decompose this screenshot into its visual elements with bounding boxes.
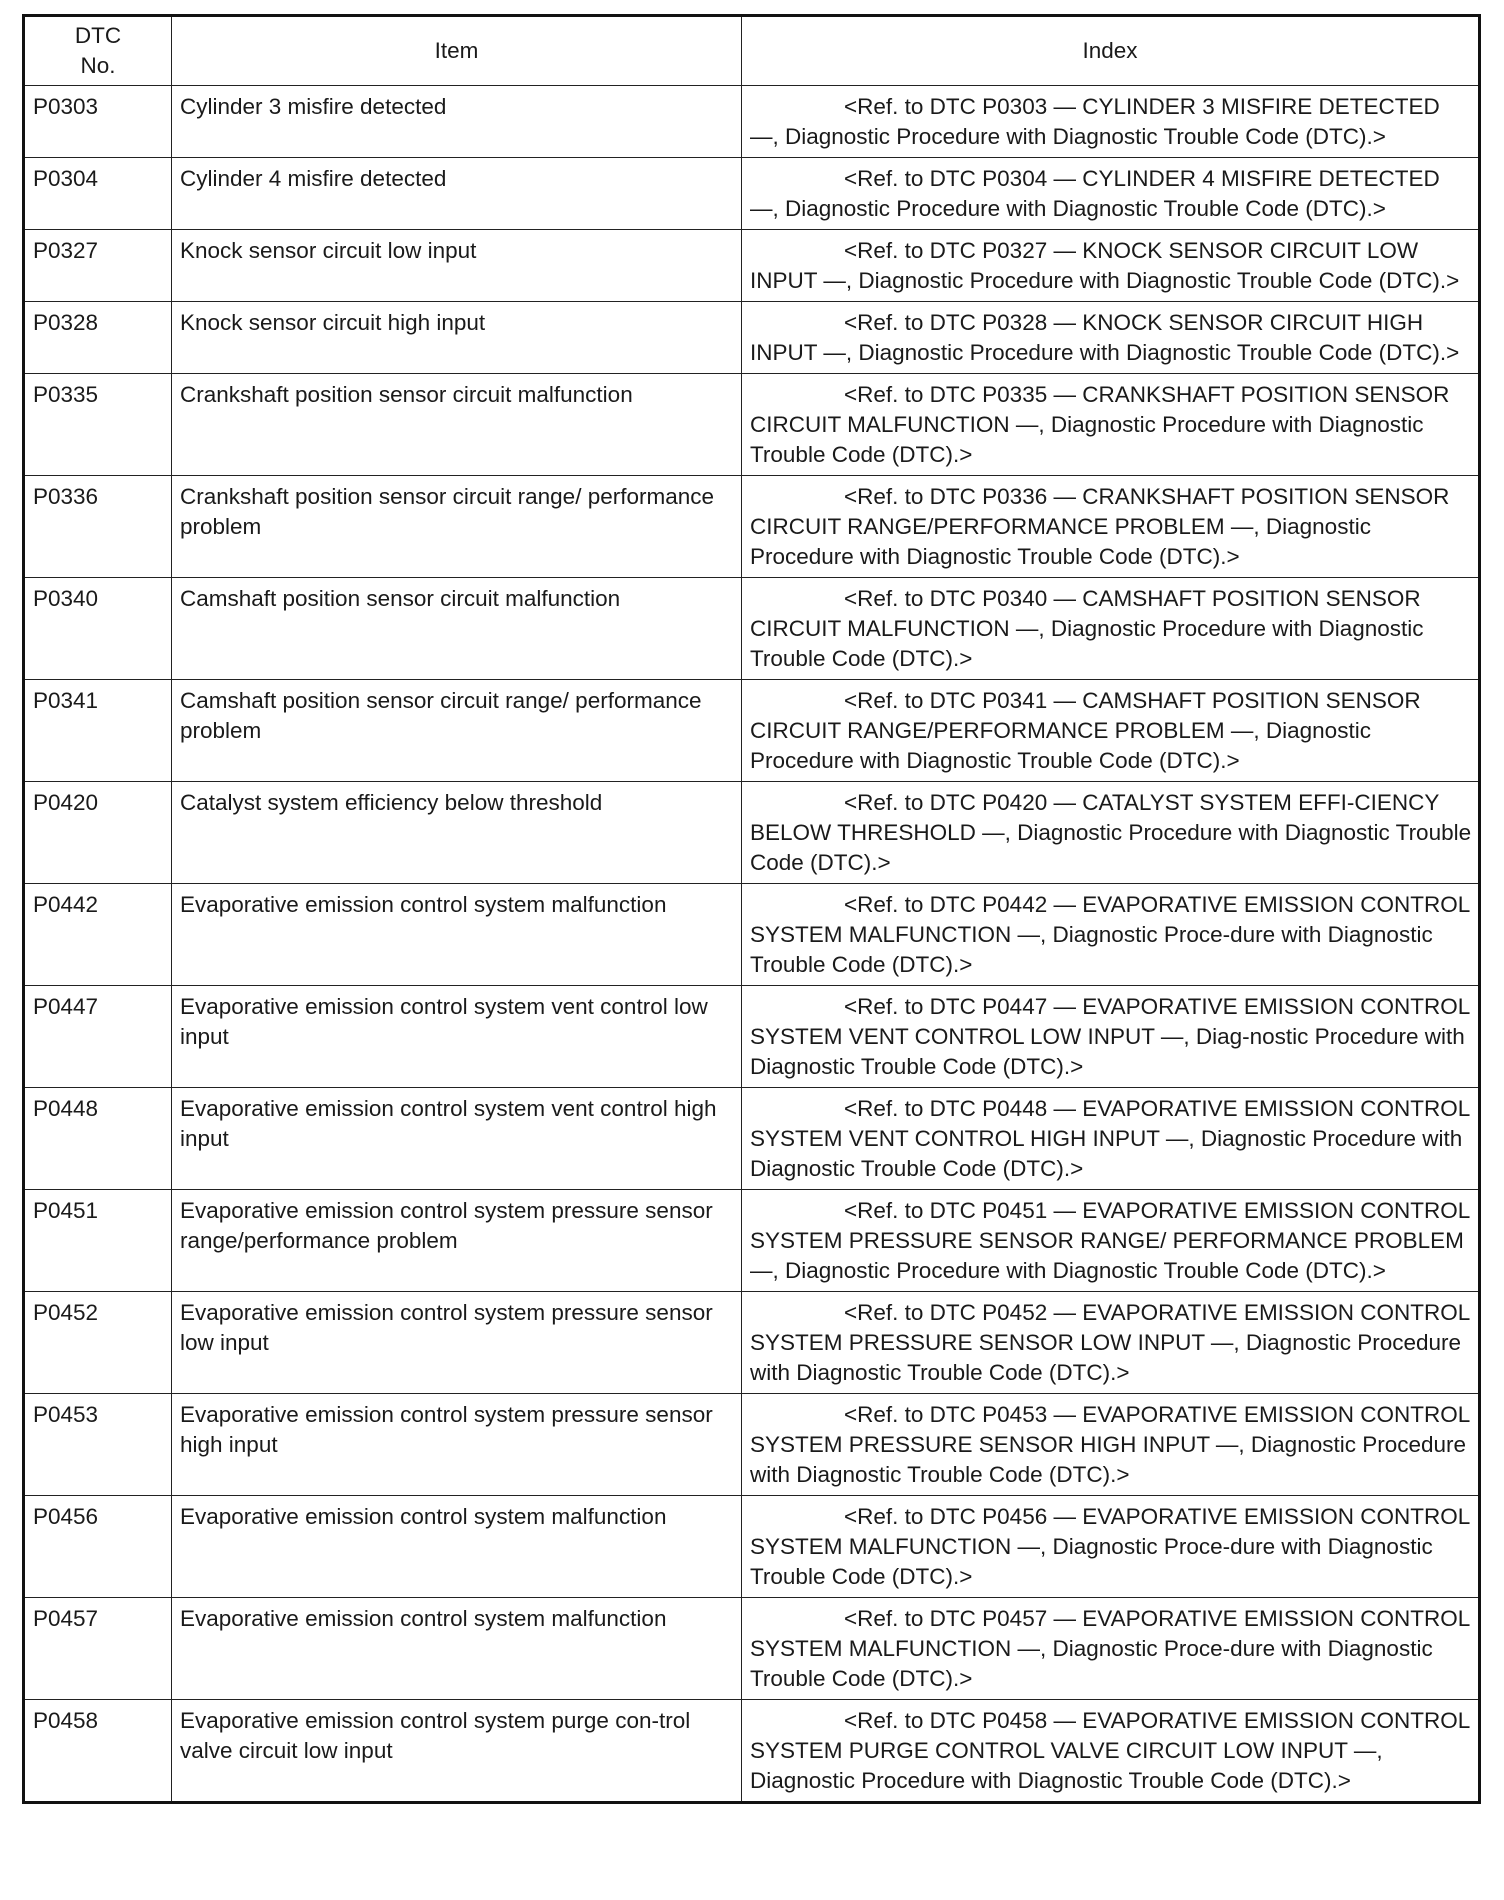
index-cell (742, 476, 1480, 578)
index-cell (742, 1700, 1480, 1803)
index-cell (742, 1088, 1480, 1190)
index-reference-text: <Ref. to DTC P0327 — KNOCK SENSOR CIRCUIT LOW INPUT —, Diagnostic Procedure with Diagnostic Trouble Code (DTC).> (750, 238, 1460, 293)
item-cell: Evaporative emission control system pressure sensor high input (172, 1394, 742, 1496)
index-reference-text: <Ref. to DTC P0457 — EVAPORATIVE EMISSION CONTROL SYSTEM MALFUNCTION —, Diagnostic Proce-dure with Diagnostic Trouble Code (DTC).> (750, 1606, 1470, 1691)
index-reference-text: <Ref. to DTC P0451 — EVAPORATIVE EMISSION CONTROL SYSTEM PRESSURE SENSOR RANGE/ PERFORMANCE PROBLEM —, Diagnostic Procedure with Diagnostic Trouble Code (DTC).> (750, 1198, 1470, 1283)
table-row (24, 884, 1480, 986)
dtc-code-cell: P0341 (24, 680, 172, 782)
item-cell: Cylinder 4 misfire detected (172, 158, 742, 230)
table-row (24, 1496, 1480, 1598)
dtc-code-cell: P0335 (24, 374, 172, 476)
item-cell: Crankshaft position sensor circuit range/ performance problem (172, 476, 742, 578)
table-header (24, 16, 1480, 86)
index-cell (742, 986, 1480, 1088)
dtc-code-cell: P0303 (24, 86, 172, 158)
dtc-code-cell: P0453 (24, 1394, 172, 1496)
dtc-code-cell: P0340 (24, 578, 172, 680)
table-row (24, 1292, 1480, 1394)
item-cell: Catalyst system efficiency below threshold (172, 782, 742, 884)
index-reference-text: <Ref. to DTC P0303 — CYLINDER 3 MISFIRE DETECTED —, Diagnostic Procedure with Diagnostic Trouble Code (DTC).> (750, 94, 1440, 149)
index-reference-text: <Ref. to DTC P0442 — EVAPORATIVE EMISSION CONTROL SYSTEM MALFUNCTION —, Diagnostic Proce-dure with Diagnostic Trouble Code (DTC).> (750, 892, 1470, 977)
dtc-code-cell: P0456 (24, 1496, 172, 1598)
dtc-code-cell: P0447 (24, 986, 172, 1088)
index-cell (742, 1190, 1480, 1292)
index-cell (742, 578, 1480, 680)
table-row (24, 476, 1480, 578)
item-cell: Camshaft position sensor circuit range/ performance problem (172, 680, 742, 782)
table-row (24, 158, 1480, 230)
table-body (24, 86, 1480, 1803)
dtc-code-cell: P0458 (24, 1700, 172, 1803)
dtc-code-cell: P0420 (24, 782, 172, 884)
dtc-table (22, 14, 1481, 1804)
header-item: Item (172, 16, 742, 86)
item-cell: Evaporative emission control system vent control low input (172, 986, 742, 1088)
index-reference-text: <Ref. to DTC P0456 — EVAPORATIVE EMISSION CONTROL SYSTEM MALFUNCTION —, Diagnostic Proce-dure with Diagnostic Trouble Code (DTC).> (750, 1504, 1470, 1589)
index-cell (742, 1598, 1480, 1700)
table-row (24, 86, 1480, 158)
index-reference-text: <Ref. to DTC P0453 — EVAPORATIVE EMISSION CONTROL SYSTEM PRESSURE SENSOR HIGH INPUT —, Diagnostic Procedure with Diagnostic Trouble Code (DTC).> (750, 1402, 1470, 1487)
item-cell: Evaporative emission control system malfunction (172, 884, 742, 986)
table-row (24, 302, 1480, 374)
index-cell (742, 302, 1480, 374)
index-cell (742, 782, 1480, 884)
header-dtc-no: DTC No. (24, 16, 172, 86)
item-cell: Evaporative emission control system purge con-trol valve circuit low input (172, 1700, 742, 1803)
index-cell (742, 230, 1480, 302)
table-row (24, 1394, 1480, 1496)
index-reference-text: <Ref. to DTC P0304 — CYLINDER 4 MISFIRE DETECTED —, Diagnostic Procedure with Diagnostic Trouble Code (DTC).> (750, 166, 1440, 221)
table-row (24, 1088, 1480, 1190)
index-reference-text: <Ref. to DTC P0447 — EVAPORATIVE EMISSION CONTROL SYSTEM VENT CONTROL LOW INPUT —, Diag-nostic Procedure with Diagnostic Trouble Code (DTC).> (750, 994, 1470, 1079)
dtc-code-cell: P0457 (24, 1598, 172, 1700)
table-row (24, 1700, 1480, 1803)
dtc-code-cell: P0448 (24, 1088, 172, 1190)
index-cell (742, 1292, 1480, 1394)
index-reference-text: <Ref. to DTC P0336 — CRANKSHAFT POSITION SENSOR CIRCUIT RANGE/PERFORMANCE PROBLEM —, Diagnostic Procedure with Diagnostic Trouble Code (DTC).> (750, 484, 1450, 569)
index-reference-text: <Ref. to DTC P0420 — CATALYST SYSTEM EFFI-CIENCY BELOW THRESHOLD —, Diagnostic Procedure with Diagnostic Trouble Code (DTC).> (750, 790, 1472, 875)
dtc-code-cell: P0328 (24, 302, 172, 374)
index-reference-text: <Ref. to DTC P0452 — EVAPORATIVE EMISSION CONTROL SYSTEM PRESSURE SENSOR LOW INPUT —, Diagnostic Procedure with Diagnostic Trouble Code (DTC).> (750, 1300, 1470, 1385)
dtc-code-cell: P0336 (24, 476, 172, 578)
table-row (24, 782, 1480, 884)
item-cell: Evaporative emission control system pressure sensor low input (172, 1292, 742, 1394)
index-reference-text: <Ref. to DTC P0328 — KNOCK SENSOR CIRCUIT HIGH INPUT —, Diagnostic Procedure with Diagnostic Trouble Code (DTC).> (750, 310, 1460, 365)
table-row (24, 986, 1480, 1088)
index-cell (742, 158, 1480, 230)
item-cell: Evaporative emission control system malfunction (172, 1598, 742, 1700)
index-reference-text: <Ref. to DTC P0458 — EVAPORATIVE EMISSION CONTROL SYSTEM PURGE CONTROL VALVE CIRCUIT LOW INPUT —, Diagnostic Procedure with Diagnostic Trouble Code (DTC).> (750, 1708, 1470, 1793)
table-row (24, 230, 1480, 302)
index-cell (742, 1394, 1480, 1496)
index-reference-text: <Ref. to DTC P0341 — CAMSHAFT POSITION SENSOR CIRCUIT RANGE/PERFORMANCE PROBLEM —, Diagnostic Procedure with Diagnostic Trouble Code (DTC).> (750, 688, 1421, 773)
table-row (24, 1598, 1480, 1700)
index-reference-text: <Ref. to DTC P0448 — EVAPORATIVE EMISSION CONTROL SYSTEM VENT CONTROL HIGH INPUT —, Diagnostic Procedure with Diagnostic Trouble Code (DTC).> (750, 1096, 1470, 1181)
header-index: Index (742, 16, 1480, 86)
item-cell: Camshaft position sensor circuit malfunction (172, 578, 742, 680)
dtc-code-cell: P0442 (24, 884, 172, 986)
dtc-code-cell: P0452 (24, 1292, 172, 1394)
header-row (24, 16, 1480, 86)
index-cell (742, 1496, 1480, 1598)
dtc-code-cell: P0327 (24, 230, 172, 302)
item-cell: Knock sensor circuit high input (172, 302, 742, 374)
item-cell: Knock sensor circuit low input (172, 230, 742, 302)
index-cell (742, 680, 1480, 782)
index-cell (742, 884, 1480, 986)
index-cell (742, 86, 1480, 158)
table-row (24, 578, 1480, 680)
index-cell (742, 374, 1480, 476)
item-cell: Crankshaft position sensor circuit malfunction (172, 374, 742, 476)
dtc-code-cell: P0451 (24, 1190, 172, 1292)
index-reference-text: <Ref. to DTC P0340 — CAMSHAFT POSITION SENSOR CIRCUIT MALFUNCTION —, Diagnostic Procedure with Diagnostic Trouble Code (DTC).> (750, 586, 1424, 671)
table-row (24, 680, 1480, 782)
item-cell: Evaporative emission control system pressure sensor range/performance problem (172, 1190, 742, 1292)
table-row (24, 1190, 1480, 1292)
item-cell: Evaporative emission control system malfunction (172, 1496, 742, 1598)
item-cell: Evaporative emission control system vent control high input (172, 1088, 742, 1190)
dtc-code-cell: P0304 (24, 158, 172, 230)
table-row (24, 374, 1480, 476)
index-reference-text: <Ref. to DTC P0335 — CRANKSHAFT POSITION SENSOR CIRCUIT MALFUNCTION —, Diagnostic Procedure with Diagnostic Trouble Code (DTC).> (750, 382, 1450, 467)
item-cell: Cylinder 3 misfire detected (172, 86, 742, 158)
